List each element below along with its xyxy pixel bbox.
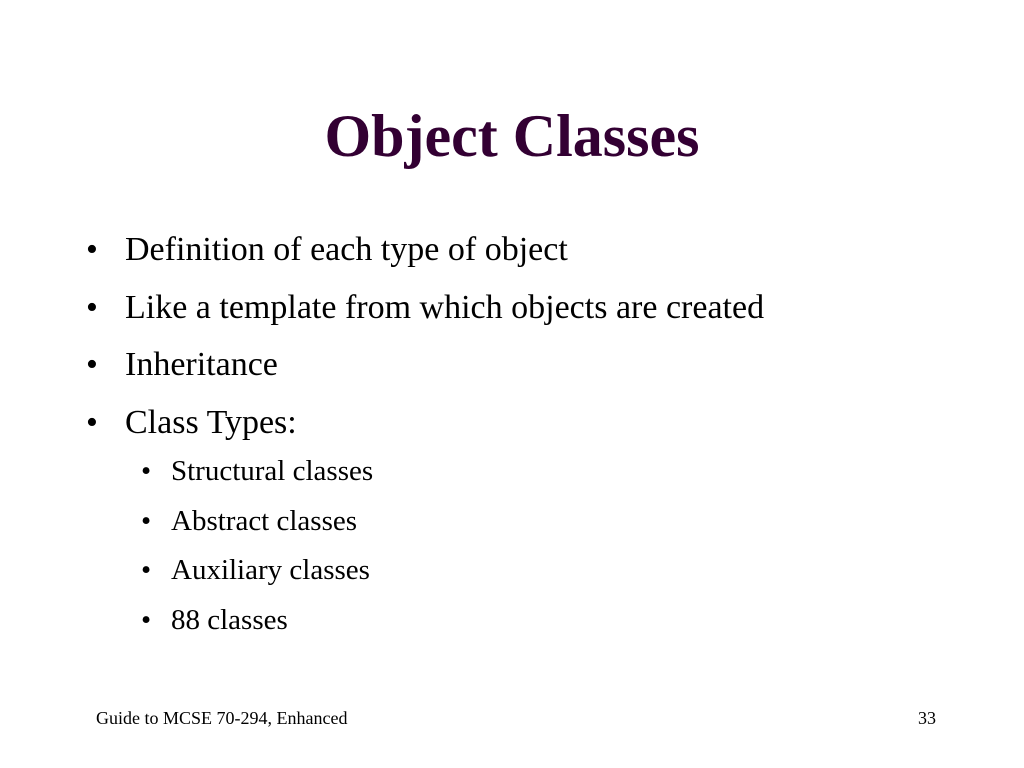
sub-bullet-item [86,603,966,653]
bullet-glyph: • [141,455,152,487]
bullet-item [86,345,966,403]
footer-course-title: Guide to MCSE 70-294, Enhanced [96,708,348,728]
bullet-glyph: • [141,603,152,636]
sub-bullet-item [86,454,966,504]
sub-bullet-text: Abstract classes [171,504,358,537]
bullet-text: Inheritance [125,346,278,383]
sub-bullet-text: Structural classes [171,455,374,487]
bullet-glyph: • [141,504,152,537]
page-number: 33 [918,708,936,728]
sub-bullet-text: 88 classes [171,603,288,636]
bullet-list [86,230,966,652]
bullet-item [86,403,966,461]
bullet-text: Class Types: [125,403,297,441]
bullet-glyph: • [86,231,98,268]
sub-bullet-text: Auxiliary classes [171,554,370,586]
bullet-glyph: • [141,554,152,586]
bullet-glyph: • [86,403,98,441]
bullet-glyph: • [86,288,98,326]
sub-bullet-group [86,454,966,652]
bullet-text: Definition of each type of object [125,231,568,268]
sub-bullet-item [86,504,966,554]
bullet-text: Like a template from which objects are created [125,288,765,326]
slide-title: Object Classes [324,103,700,169]
bullet-glyph: • [86,346,98,383]
sub-bullet-item [86,553,966,603]
bullet-item [86,230,966,288]
sub-bullet-list [86,454,966,652]
bullet-item [86,288,966,346]
